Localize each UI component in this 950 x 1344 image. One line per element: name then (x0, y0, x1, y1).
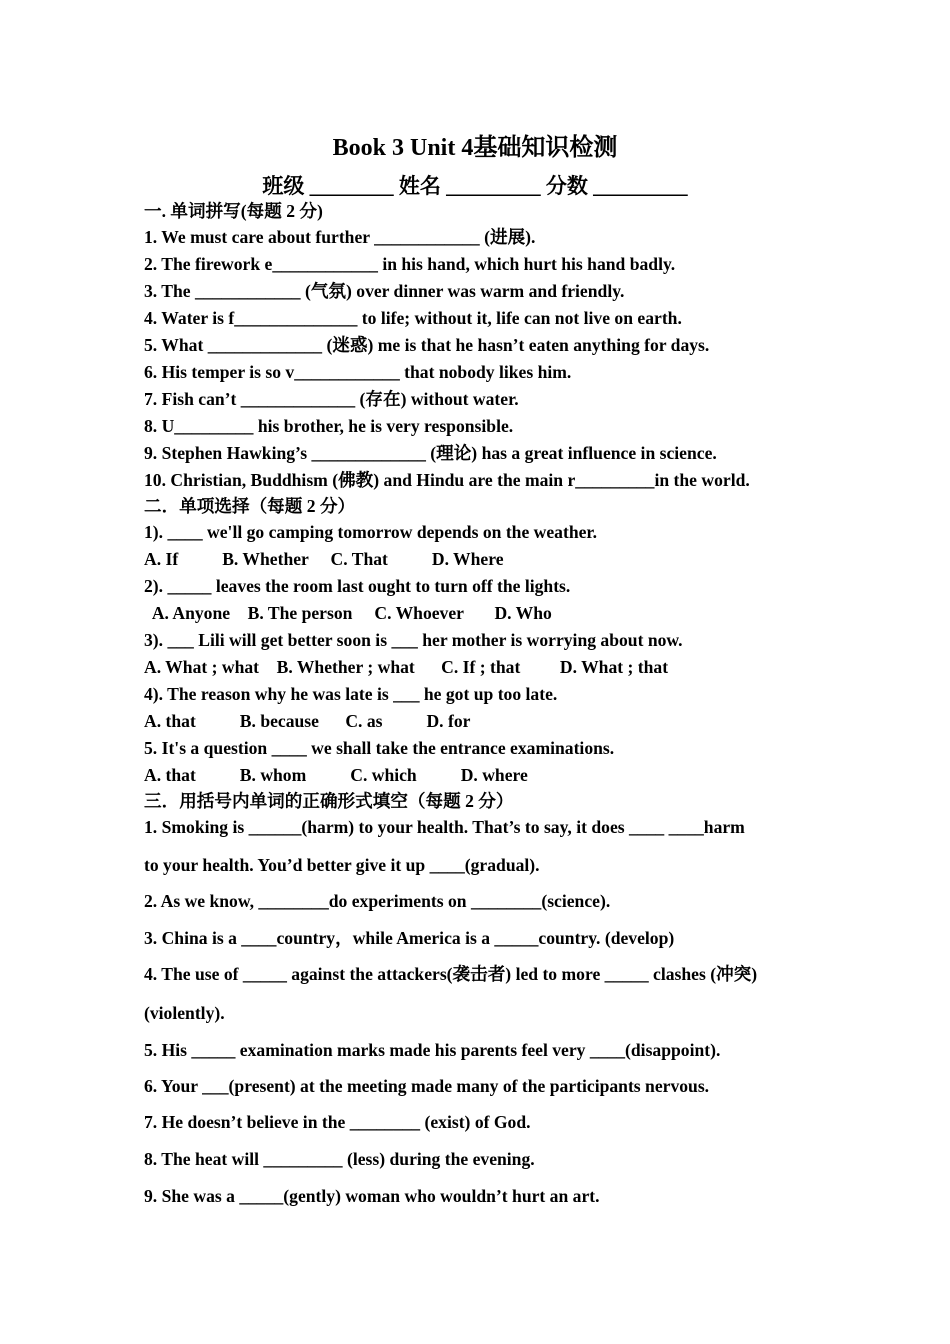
section3-line-8: 6. Your ___(present) at the meeting made many of the participants nervous. (144, 1076, 710, 1096)
section1-item-6: 6. His temper is so v____________ that nobody likes him. (144, 362, 572, 382)
section2-question-3: 3). ___ Lili will get better soon is ___ her mother is worrying about now. (144, 630, 683, 650)
section3-line-1: 1. Smoking is ______(harm) to your health. That’s to say, it does ____ ____harm (144, 817, 745, 837)
section2-question-4: 4). The reason why he was late is ___ he got up too late. (144, 684, 558, 704)
section3-line-3: 2. As we know, ________do experiments on ________(science). (144, 891, 611, 911)
section3-line-9: 7. He doesn’t believe in the ________ (exist) of God. (144, 1112, 531, 1132)
section3-line-7: 5. His _____ examination marks made his parents feel very ____(disappoint). (144, 1040, 721, 1060)
section3-line-4: 3. China is a ____country，while America is a _____country. (develop) (144, 928, 675, 948)
section3-heading: 三．用括号内单词的正确形式填空（每题 2 分） (144, 791, 514, 811)
section2-question-2: 2). _____ leaves the room last ought to turn off the lights. (144, 576, 571, 596)
section2-options-3: A. What ; what B. Whether ; what C. If ; that D. What ; that (144, 657, 669, 677)
student-info-line: 班级 ________ 姓名 _________ 分数 _________ (262, 174, 688, 198)
section1-item-7: 7. Fish can’t _____________ (存在) without water. (144, 389, 519, 409)
section3-line-6: (violently). (144, 1003, 225, 1023)
worksheet-title: Book 3 Unit 4基础知识检测 (332, 135, 618, 161)
section2-options-5: A. that B. whom C. which D. where (144, 765, 528, 785)
section1-item-3: 3. The ____________ (气氛) over dinner was warm and friendly. (144, 281, 625, 301)
section2-question-5: 5. It's a question ____ we shall take the entrance examinations. (144, 738, 615, 758)
section1-item-1: 1. We must care about further ____________ (进展). (144, 227, 536, 247)
section1-item-10: 10. Christian, Buddhism (佛教) and Hindu are the main r_________in the world. (144, 470, 750, 490)
section1-item-4: 4. Water is f______________ to life; without it, life can not live on earth. (144, 308, 682, 328)
section1-item-9: 9. Stephen Hawking’s _____________ (理论) has a great influence in science. (144, 443, 717, 463)
section2-heading: 二．单项选择（每题 2 分） (144, 496, 356, 516)
section3-line-5: 4. The use of _____ against the attackers(袭击者) led to more _____ clashes (冲突) (144, 964, 758, 984)
section1-item-8: 8. U_________ his brother, he is very responsible. (144, 416, 514, 436)
section2-question-1: 1). ____ we'll go camping tomorrow depends on the weather. (144, 522, 598, 542)
section3-line-2: to your health. You’d better give it up ____(gradual). (144, 855, 540, 875)
section3-line-10: 8. The heat will _________ (less) during the evening. (144, 1149, 535, 1169)
section3-line-11: 9. She was a _____(gently) woman who wouldn’t hurt an art. (144, 1186, 600, 1206)
section1-item-2: 2. The firework e____________ in his hand, which hurt his hand badly. (144, 254, 676, 274)
section2-options-1: A. If B. Whether C. That D. Where (144, 549, 504, 569)
section2-options-4: A. that B. because C. as D. for (144, 711, 471, 731)
section2-options-2: A. Anyone B. The person C. Whoever D. Who (144, 603, 552, 623)
section1-heading: 一. 单词拼写(每题 2 分) (144, 201, 323, 221)
section1-item-5: 5. What _____________ (迷惑) me is that he hasn’t eaten anything for days. (144, 335, 710, 355)
